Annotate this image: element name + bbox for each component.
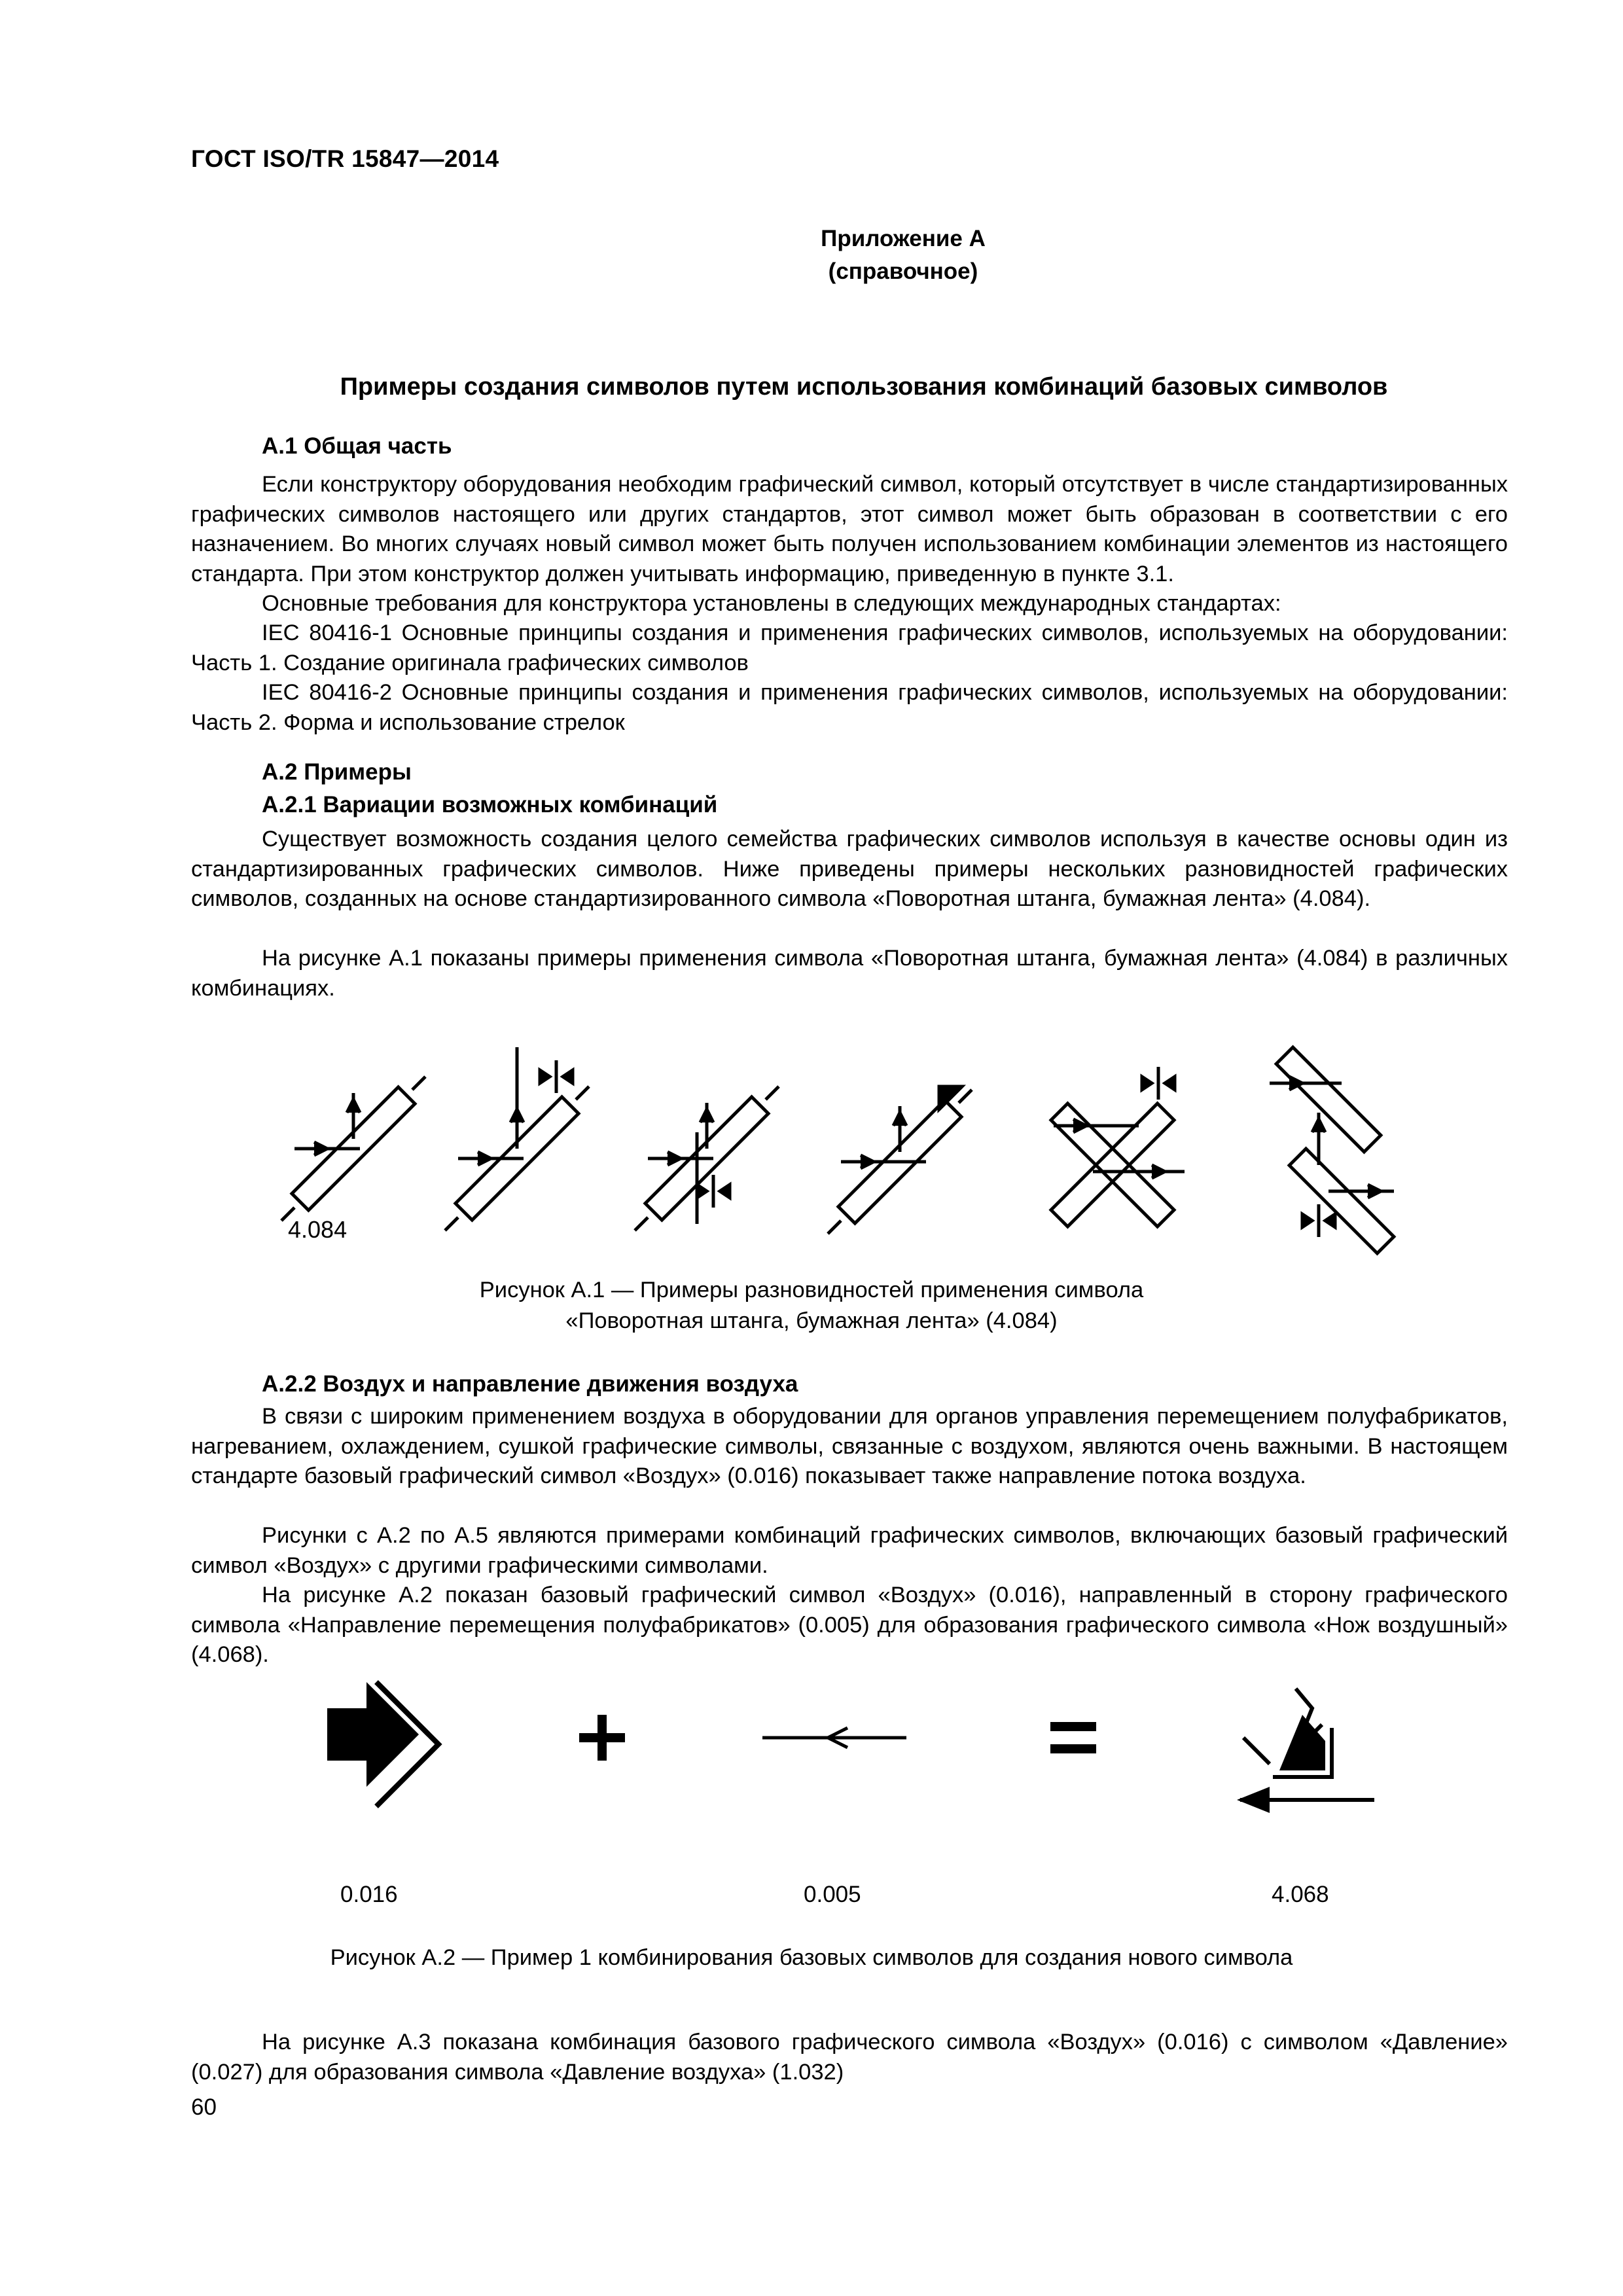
- annex-title: Приложение А: [821, 226, 986, 251]
- arrow-symbol-0005: [762, 1728, 906, 1748]
- figure-a1-label: 4.084: [288, 1216, 348, 1243]
- figure-a2-label-4068: 4.068: [1272, 1882, 1329, 1907]
- equals-sign: [1050, 1727, 1096, 1749]
- section-a21-paragraph-1: Существует возможность создания целого семейства графических символов используя в качестве основы один из стандартизированных графических символов. Ниже приведены примеры нескольких разновидностей графических символов, созданных на основе стандартизированного символа «Поворотная штанга, бумажная лента» (4.084).: [191, 827, 1508, 911]
- figure-a2: [0, 1676, 1623, 1846]
- section-a1-paragraph-4: IEC 80416-2 Основные принципы создания и применения графических символов, используемых на оборудовании: Часть 2. Форма и использование стрелок: [191, 680, 1508, 735]
- section-a2-heading: А.2 Примеры: [262, 759, 412, 785]
- air-symbol-0016: [327, 1682, 438, 1806]
- figure-a1: [0, 1021, 1623, 1270]
- section-a1-paragraph-2: Основные требования для конструктора установлены в следующих международных стандартах:: [262, 591, 1281, 616]
- section-a1-heading: А.1 Общая часть: [262, 433, 452, 459]
- symbol-4084-variant-4: [828, 1086, 972, 1234]
- air-knife-symbol-4068: [1237, 1689, 1374, 1813]
- symbol-4084-variant-5: [1051, 1067, 1185, 1227]
- symbol-4084-variant-3: [635, 1086, 779, 1230]
- document-header: ГОСТ ISO/TR 15847—2014: [191, 145, 499, 172]
- figure-a2-label-0016: 0.016: [340, 1882, 398, 1907]
- symbol-4084-variant-6: [1270, 1047, 1394, 1253]
- figure-a1-caption-line-1: Рисунок А.1 — Примеры разновидностей применения символа: [479, 1278, 1144, 1302]
- section-a22-heading: А.2.2 Воздух и направление движения воздуха: [262, 1371, 798, 1397]
- section-a21-heading: А.2.1 Вариации возможных комбинаций: [262, 792, 718, 817]
- section-a22-paragraph-1: В связи с широким применением воздуха в оборудовании для органов управления перемещением полуфабрикатов, нагреванием, охлаждением, сушкой графические символы, связанные с воздухом, являются очень важными. В настоящем стандарте базовый графический символ «Воздух» (0.016) показывает также направление потока воздуха.: [191, 1404, 1508, 1488]
- figure-a2-caption: Рисунок А.2 — Пример 1 комбинирования базовых символов для создания нового символа: [330, 1945, 1293, 1970]
- symbol-4084-basic: [281, 1077, 425, 1221]
- plus-sign: [579, 1715, 625, 1761]
- section-a21-paragraph-2: На рисунке А.1 показаны примеры применения символа «Поворотная штанга, бумажная лента» (4.084) в различных комбинациях.: [191, 946, 1508, 1001]
- figure-a2-label-0005: 0.005: [804, 1882, 861, 1907]
- annex-type: (справочное): [828, 259, 978, 284]
- section-a22-paragraph-2: Рисунки с А.2 по А.5 являются примерами комбинаций графических символов, включающих базовый графический символ «Воздух» с другими графическими символами.: [191, 1523, 1508, 1578]
- section-a22-paragraph-4: На рисунке А.3 показана комбинация базового графического символа «Воздух» (0.016) с символом «Давление» (0.027) для образования символа «Давление воздуха» (1.032): [191, 2030, 1508, 2085]
- page-number: 60: [191, 2094, 217, 2120]
- section-a1-paragraph-1: Если конструктору оборудования необходим графический символ, который отсутствует в числе стандартизированных графических символов настоящего или других стандартов, этот символ может быть образован в соответствии с его назначением. Во многих случаях новый символ может быть получен использованием комбинации элементов из настоящего стандарта. При этом конструктор должен учитывать информацию, приведенную в пункте 3.1.: [191, 472, 1508, 586]
- section-a1-paragraph-3: IEC 80416-1 Основные принципы создания и применения графических символов, используемых на оборудовании: Часть 1. Создание оригинала графических символов: [191, 620, 1508, 675]
- main-title: Примеры создания символов путем использования комбинаций базовых символов: [340, 373, 1388, 401]
- figure-a1-caption-line-2: «Поворотная штанга, бумажная лента» (4.084): [565, 1308, 1058, 1333]
- symbol-4084-variant-2: [445, 1047, 589, 1230]
- section-a22-paragraph-3: На рисунке А.2 показан базовый графический символ «Воздух» (0.016), направленный в сторону графического символа «Направление перемещения полуфабрикатов» (0.005) для образования графического символа «Нож воздушный» (4.068).: [191, 1583, 1508, 1667]
